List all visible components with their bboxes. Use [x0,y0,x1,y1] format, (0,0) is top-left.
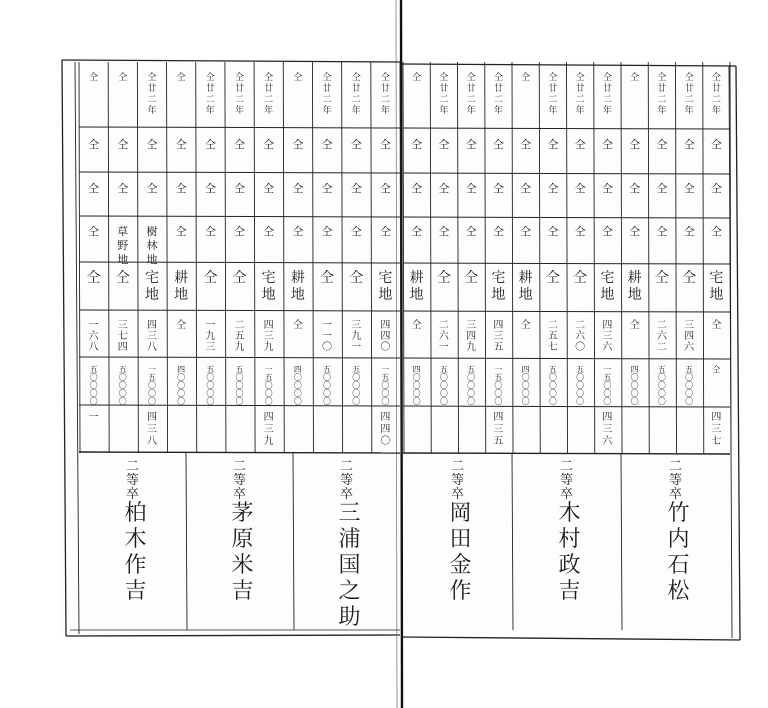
cell-r2: 仝 [146,182,158,195]
cell-r3: 仝 [234,225,245,238]
cell-kind: 宅地 [709,270,724,303]
cell-amount: 四〇〇〇〇 [293,365,302,406]
cell-kind: 耕地 [290,270,305,303]
cell-number: 仝 [520,320,531,331]
cell-r3: 仝 [683,225,695,238]
cell-r3: 仝 [710,225,722,238]
cell-r1: 仝 [710,138,722,151]
cell-r1: 仝 [601,138,613,151]
cell-kind: 宅地 [491,270,506,303]
person-name: 岡田金作 [449,501,472,604]
cell-amount: 一五〇〇〇 [147,365,156,406]
column-header: 仝廿二年 [602,73,612,116]
cell-r2: 仝 [204,182,216,195]
column-header: 仝廿二年 [439,73,449,116]
cell-kind: 仝 [115,270,130,286]
cell-number: 仝 [629,320,640,331]
cell-kind: 仝 [654,270,669,286]
cell-r3: 仝 [175,225,187,238]
cell-kind: 宅地 [378,270,393,303]
cell-r2: 仝 [656,182,668,195]
cell-kind: 宅地 [600,270,615,303]
column-header: 仝廿二年 [322,73,332,116]
cell-r3: 樹林地 [146,225,158,266]
cell-number: 二五七 [547,320,558,353]
column-header: 仝廿二年 [657,73,667,116]
cell-r2: 仝 [710,182,722,195]
cell-amount: 四〇〇〇〇 [412,365,421,406]
cell-r2: 仝 [629,182,641,195]
column-header: 仝廿二年 [684,73,694,116]
cell-number: 一六八 [88,320,99,353]
cell-kind: 耕地 [174,270,189,303]
column-header: 仝 [176,73,186,83]
cell-number: 四三六 [602,320,613,353]
cell-number: 仝 [176,320,187,331]
cell-r2: 仝 [574,182,586,195]
column-header: 仝廿二年 [264,73,274,116]
cell-amount-extra: 四三六 [602,412,613,447]
cell-amount: 五〇〇〇〇 [576,365,585,406]
cell-r2: 仝 [601,182,613,195]
cell-r1: 仝 [292,138,304,151]
cell-kind: 仝 [203,270,218,286]
cell-amount: 五〇〇〇〇 [548,365,557,406]
cell-number: 四三五 [493,320,504,353]
cell-number: 二六〇 [575,320,586,353]
cell-r1: 仝 [574,138,586,151]
cell-r3: 仝 [292,225,304,238]
cell-r1: 仝 [117,138,129,151]
cell-r2: 仝 [520,182,532,195]
cell-r1: 仝 [146,138,158,151]
cell-r2: 仝 [321,182,333,195]
cell-number: 仝 [411,320,422,331]
cell-number: 三四九 [466,320,477,353]
person-grade: 二等卒 [232,459,247,502]
cell-r1: 仝 [629,138,641,151]
cell-number: 三九一 [351,320,362,353]
cell-number: 仝 [711,320,722,331]
person-grade: 二等卒 [450,459,465,502]
cell-amount: 四〇〇〇〇 [177,365,186,406]
cell-r3: 仝 [547,225,559,238]
cell-number: 二五九 [234,320,245,353]
cell-kind: 耕地 [627,270,642,303]
cell-r2: 仝 [117,182,129,195]
cell-kind: 仝 [320,270,335,286]
cell-r2: 仝 [350,182,362,195]
column-header: 仝廿二年 [147,73,157,116]
cell-amount: 仝 [712,365,721,374]
cell-kind: 仝 [349,270,364,286]
cell-r3: 仝 [438,225,450,238]
cell-number: 一一〇 [322,320,333,353]
column-header: 仝廿二年 [548,73,558,116]
cell-r3: 仝 [321,225,333,238]
cell-kind: 仝 [545,270,560,286]
cell-number: 二六二 [656,320,667,353]
cell-r2: 仝 [438,182,450,195]
column-header: 仝廿二年 [466,73,476,116]
cell-kind: 仝 [464,270,479,286]
cell-number: 三四六 [684,320,695,353]
person-name: 竹内石松 [667,501,690,604]
cell-r3: 草野地 [117,225,129,266]
cell-number: 二六一 [438,320,449,353]
cell-amount-extra: 四三八 [146,412,157,447]
cell-number: 仝 [292,320,303,331]
column-header: 仝廿二年 [711,73,721,116]
cell-kind: 仝 [682,270,697,286]
person-name: 茅原米吉 [231,501,254,604]
cell-r1: 仝 [379,138,391,151]
cell-r1: 仝 [492,138,504,151]
cell-amount: 五〇〇〇〇 [685,365,694,406]
cell-r1: 仝 [465,138,477,151]
person-name: 三浦国之助 [338,501,361,630]
cell-r2: 仝 [263,182,275,195]
cell-r2: 仝 [465,182,477,195]
cell-r2: 仝 [234,182,245,195]
cell-amount: 五〇〇〇〇 [467,365,476,406]
cell-amount-extra: 四三九 [263,412,274,447]
column-header: 仝廿二年 [380,73,390,116]
cell-amount: 五〇〇〇〇 [352,365,361,406]
cell-kind: 仝 [573,270,588,286]
cell-r1: 仝 [204,138,216,151]
cell-r1: 仝 [175,138,187,151]
cell-kind: 仝 [86,270,101,286]
cell-r1: 仝 [656,138,668,151]
cell-r2: 仝 [683,182,695,195]
cell-number: 四四〇 [380,320,391,353]
cell-number: 三七四 [117,320,128,353]
person-grade: 二等卒 [668,459,683,502]
cell-r3: 仝 [411,225,423,238]
cell-r1: 仝 [234,138,245,151]
column-header: 仝 [521,73,531,83]
cell-amount: 一五〇〇〇 [603,365,612,406]
cell-number: 四三九 [263,320,274,353]
cell-amount-extra: 四三五 [493,412,504,447]
cell-r2: 仝 [88,182,100,195]
cell-r3: 仝 [379,225,391,238]
cell-r3: 仝 [88,225,100,238]
column-header: 仝廿二年 [351,73,361,116]
column-header: 仝廿二年 [205,73,215,116]
cell-kind: 耕地 [409,270,424,303]
cell-amount: 五〇〇〇〇 [118,365,127,406]
cell-kind: 宅地 [261,270,276,303]
cell-amount: 五〇〇〇〇 [235,365,244,406]
cell-r3: 仝 [656,225,668,238]
cell-r3: 仝 [263,225,275,238]
cell-r3: 仝 [204,225,216,238]
cell-number: 一九三 [205,320,216,353]
cell-r3: 仝 [574,225,586,238]
column-header: 仝 [89,73,99,83]
person-grade: 二等卒 [125,459,140,502]
cell-kind: 耕地 [518,270,533,303]
cell-amount: 一五〇〇〇 [381,365,390,406]
cell-amount: 四〇〇〇〇 [521,365,530,406]
cell-r1: 仝 [520,138,532,151]
column-header: 仝 [630,73,640,83]
cell-kind: 仝 [436,270,451,286]
column-header: 仝廿二年 [493,73,503,116]
cell-amount: 五〇〇〇〇 [439,365,448,406]
cell-r1: 仝 [683,138,695,151]
cell-r3: 仝 [629,225,641,238]
cell-amount: 一五〇〇〇 [264,365,273,406]
person-name: 木村政吉 [558,501,581,604]
cell-amount-extra: 四三七 [711,412,722,447]
cell-r1: 仝 [438,138,450,151]
cell-r3: 仝 [350,225,362,238]
column-header: 仝 [118,73,128,83]
cell-r2: 仝 [292,182,304,195]
cell-r1: 仝 [321,138,333,151]
cell-amount: 一五〇〇〇 [494,365,503,406]
cell-r3: 仝 [601,225,613,238]
cell-r2: 仝 [175,182,187,195]
cell-r1: 仝 [411,138,423,151]
cell-amount: 五〇〇〇〇 [89,365,98,406]
cell-r3: 仝 [492,225,504,238]
person-grade: 二等卒 [339,459,354,502]
cell-r3: 仝 [520,225,532,238]
cell-r3: 仝 [465,225,477,238]
cell-kind: 宅地 [144,270,159,303]
cell-amount: 四〇〇〇〇 [630,365,639,406]
cell-r1: 仝 [263,138,275,151]
cell-kind: 仝 [232,270,247,286]
cell-r2: 仝 [379,182,391,195]
cell-amount-extra: 四四〇 [380,412,391,447]
cell-amount-extra: 一 [88,412,99,423]
cell-r1: 仝 [350,138,362,151]
column-header: 仝廿二年 [575,73,585,116]
cell-r2: 仝 [411,182,423,195]
cell-r2: 仝 [492,182,504,195]
cell-r1: 仝 [547,138,559,151]
column-header: 仝 [293,73,303,83]
cell-number: 四三八 [146,320,157,353]
cell-r2: 仝 [547,182,559,195]
person-grade: 二等卒 [559,459,574,502]
cell-r1: 仝 [88,138,100,151]
person-name: 柏木作吉 [124,501,147,604]
column-header: 仝廿二年 [234,73,245,116]
column-header: 仝 [412,73,422,83]
cell-amount: 五〇〇〇〇 [657,365,666,406]
cell-amount: 五〇〇〇〇 [206,365,215,406]
cell-amount: 五〇〇〇〇 [323,365,332,406]
